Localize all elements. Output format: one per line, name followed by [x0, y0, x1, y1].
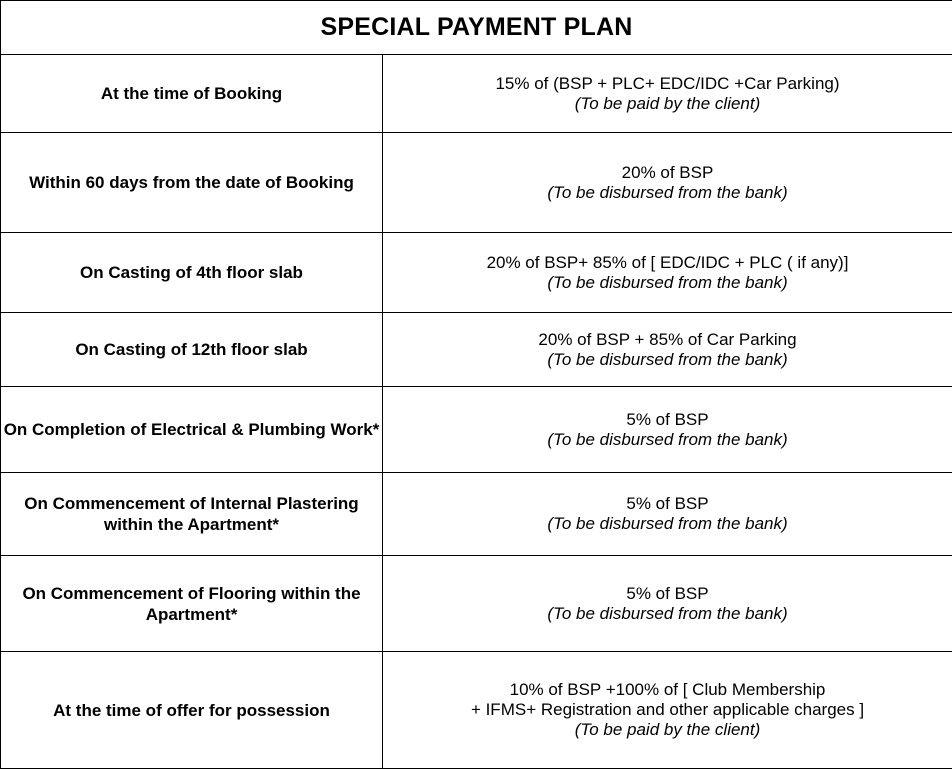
amount-text: 15% of (BSP + PLC+ EDC/IDC +Car Parking)	[383, 74, 952, 94]
table-row	[1, 55, 952, 133]
payment-source-note: (To be disbursed from the bank)	[383, 273, 952, 293]
payment-source-note: (To be paid by the client)	[383, 720, 952, 740]
title-row	[1, 1, 952, 55]
table-row	[1, 233, 952, 313]
payment-source-note: (To be disbursed from the bank)	[383, 183, 952, 203]
payment-source-note: (To be disbursed from the bank)	[383, 430, 952, 450]
amount-text: 20% of BSP	[383, 163, 952, 183]
payment-source-note: (To be disbursed from the bank)	[383, 350, 952, 370]
table-row	[1, 473, 952, 556]
stage-label: At the time of Booking	[1, 55, 383, 133]
payment-amount	[383, 387, 952, 473]
amount-text: 5% of BSP	[383, 494, 952, 514]
payment-source-note: (To be disbursed from the bank)	[383, 604, 952, 624]
table-row	[1, 556, 952, 652]
stage-label: Within 60 days from the date of Booking	[1, 133, 383, 233]
payment-amount	[383, 556, 952, 652]
stage-label: On Casting of 4th floor slab	[1, 233, 383, 313]
stage-label: On Commencement of Internal Plastering within the Apartment*	[1, 473, 383, 556]
amount-text: + IFMS+ Registration and other applicable charges ]	[383, 700, 952, 720]
payment-amount	[383, 313, 952, 387]
stage-label: At the time of offer for possession	[1, 652, 383, 769]
table-row	[1, 387, 952, 473]
payment-amount	[383, 55, 952, 133]
payment-source-note: (To be disbursed from the bank)	[383, 514, 952, 534]
amount-text: 5% of BSP	[383, 584, 952, 604]
amount-text: 20% of BSP+ 85% of [ EDC/IDC + PLC ( if any)]	[383, 253, 952, 273]
payment-amount	[383, 233, 952, 313]
payment-amount	[383, 133, 952, 233]
payment-source-note: (To be paid by the client)	[383, 94, 952, 114]
stage-label: On Casting of 12th floor slab	[1, 313, 383, 387]
table-row	[1, 133, 952, 233]
stage-label: On Commencement of Flooring within the Apartment*	[1, 556, 383, 652]
amount-text: 20% of BSP + 85% of Car Parking	[383, 330, 952, 350]
stage-label: On Completion of Electrical & Plumbing Work*	[1, 387, 383, 473]
page-title: SPECIAL PAYMENT PLAN	[1, 1, 952, 55]
amount-text: 10% of BSP +100% of [ Club Membership	[383, 680, 952, 700]
table-row	[1, 313, 952, 387]
payment-amount	[383, 473, 952, 556]
amount-text: 5% of BSP	[383, 410, 952, 430]
payment-amount	[383, 652, 952, 769]
table-row	[1, 652, 952, 769]
